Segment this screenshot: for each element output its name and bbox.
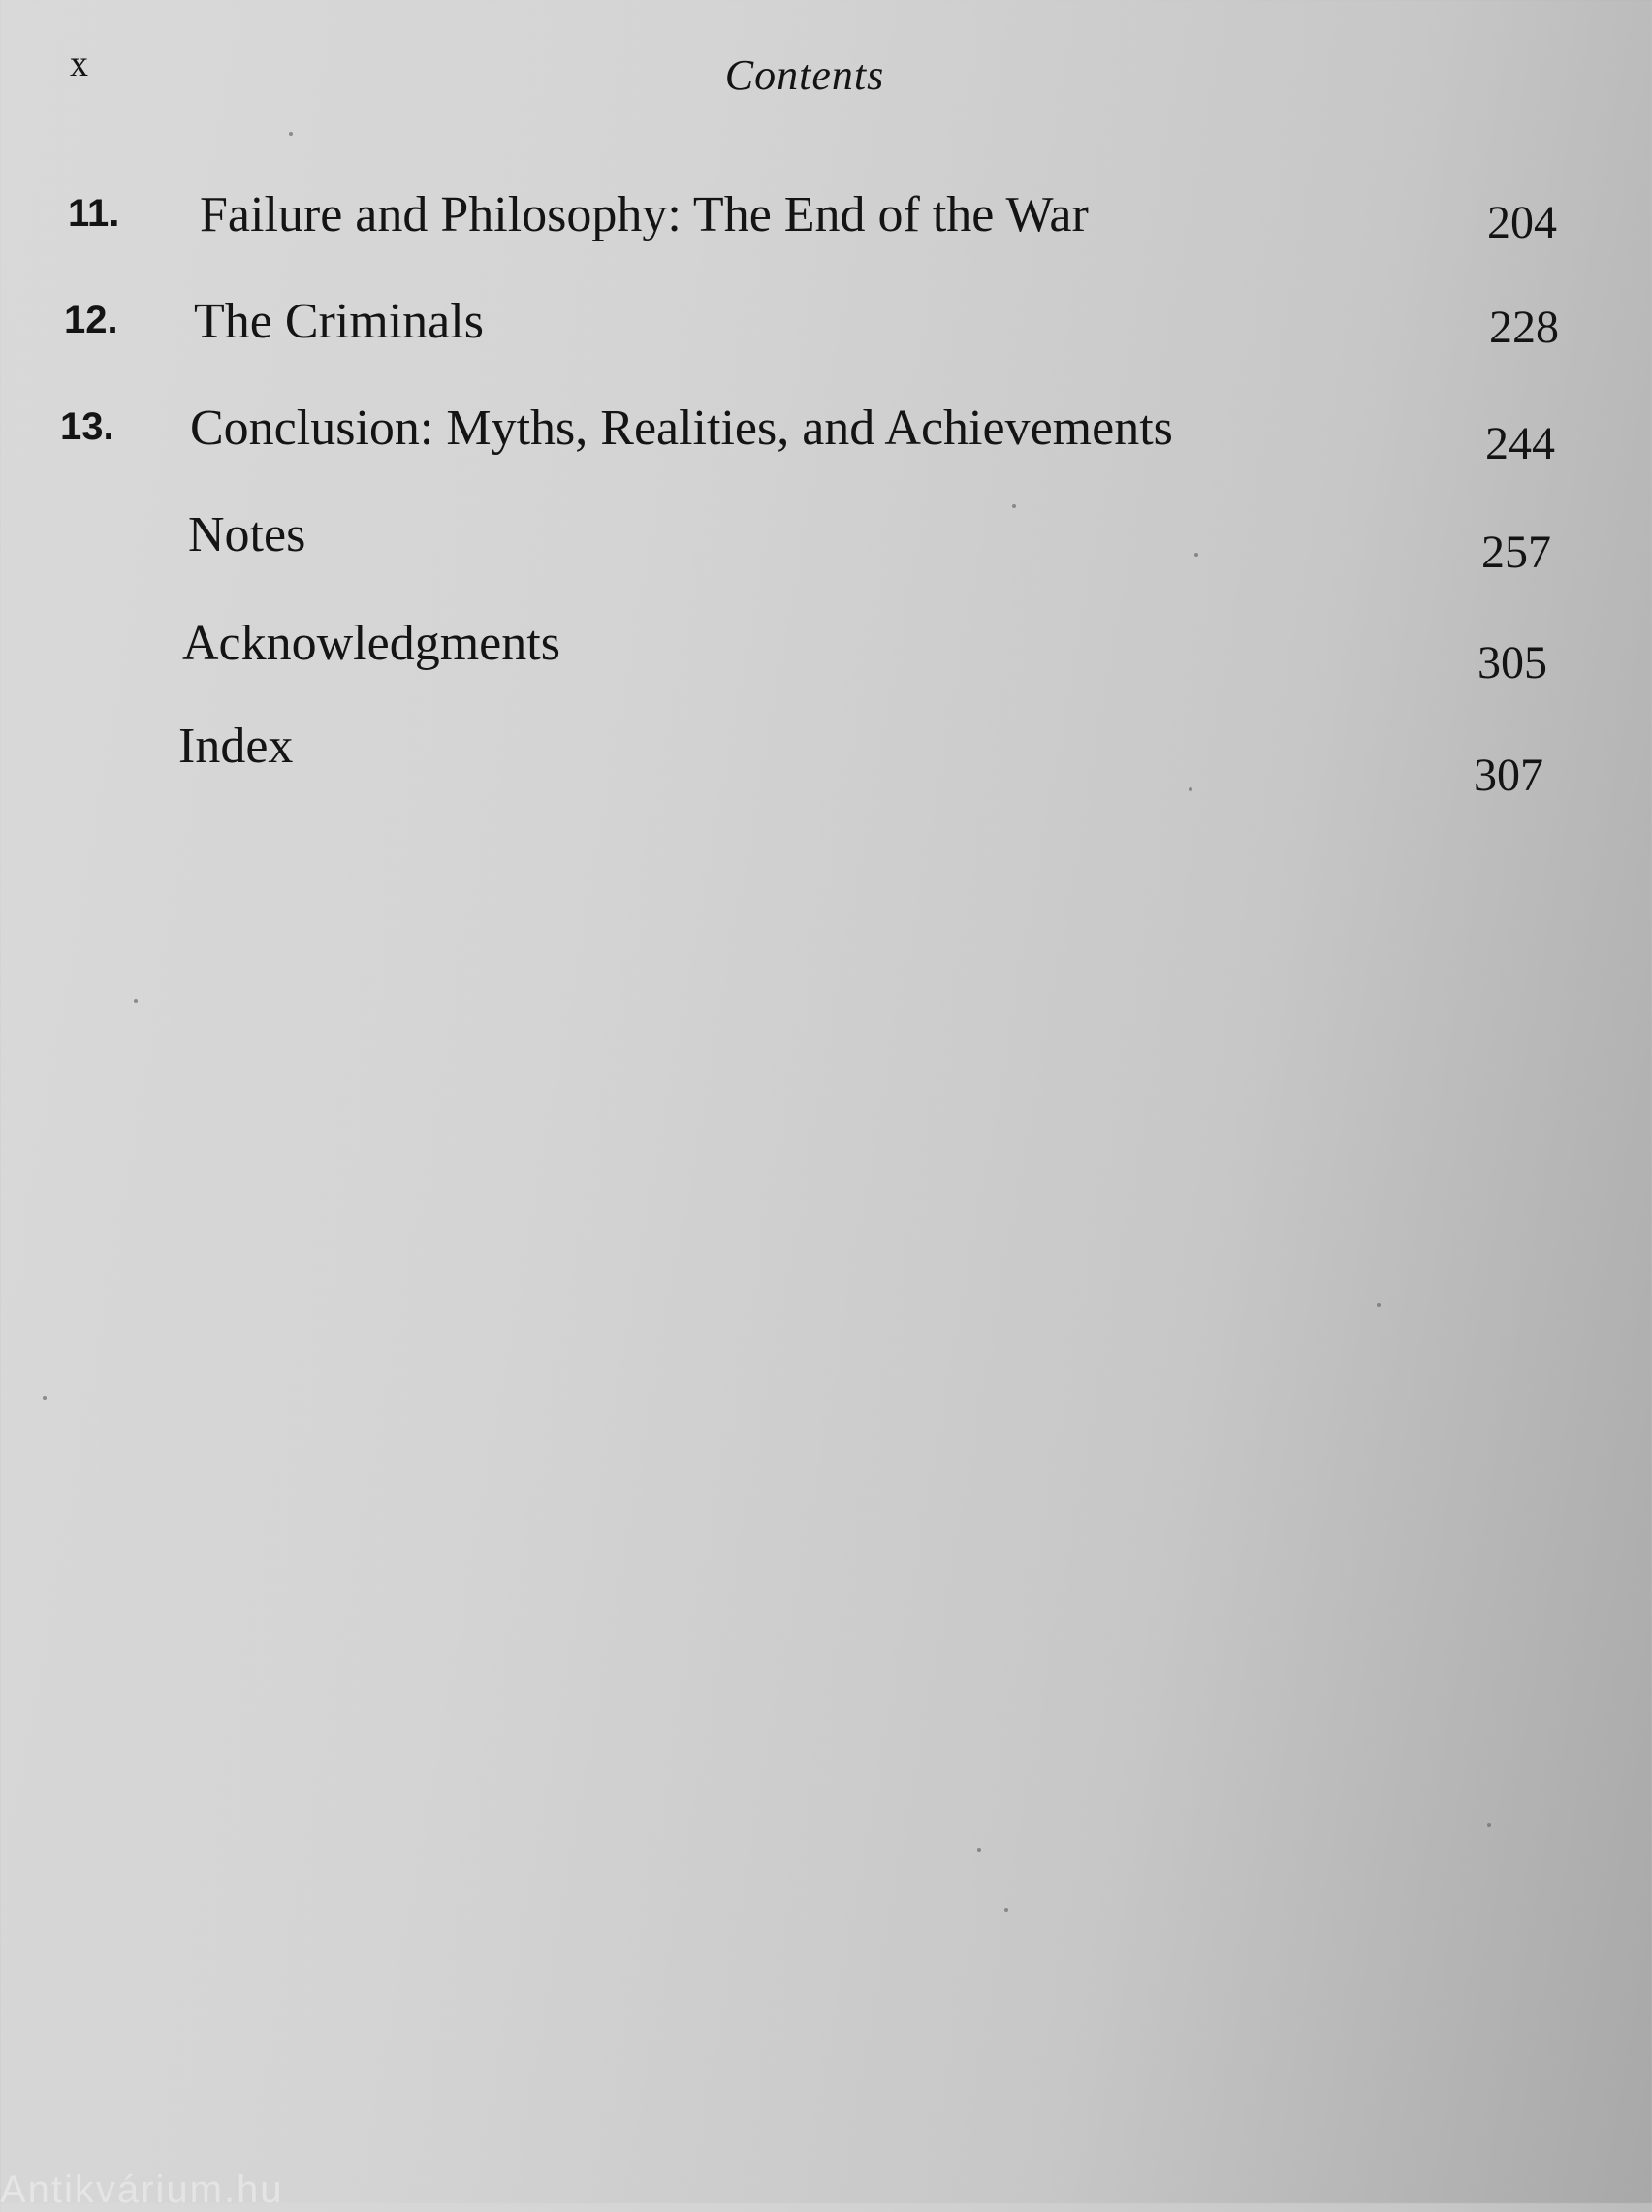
watermark-text: Antikvárium.hu [0, 2168, 284, 2211]
paper-speck [1194, 553, 1198, 557]
entry-page-number: 257 [1481, 527, 1551, 578]
entry-page-number: 307 [1474, 750, 1543, 801]
entry-page-number: 305 [1477, 637, 1547, 689]
entry-title: Index [178, 719, 294, 774]
toc-entry-notes [0, 506, 1652, 584]
toc-entry-13 [0, 400, 1652, 477]
entry-number: 11. [68, 192, 120, 235]
paper-speck [1012, 504, 1016, 508]
entry-title: Acknowledgments [182, 616, 560, 671]
paper-speck [1377, 1303, 1381, 1307]
entry-number: 12. [64, 299, 118, 341]
paper-speck [1487, 1823, 1491, 1827]
entry-number: 13. [60, 405, 114, 448]
page-folio: x [70, 44, 88, 84]
entry-title: Notes [188, 507, 306, 562]
entry-page-number: 228 [1489, 302, 1559, 353]
paper-speck [134, 999, 138, 1003]
running-head: Contents [724, 51, 885, 99]
paper-speck [1004, 1908, 1008, 1912]
toc-entry-acknowledgments [0, 615, 1652, 692]
paper-speck [977, 1848, 981, 1852]
entry-page-number: 204 [1487, 197, 1557, 248]
paper-speck [43, 1396, 47, 1400]
paper-speck [1189, 787, 1192, 791]
paper-speck [289, 132, 293, 136]
toc-entry-11 [0, 186, 1652, 264]
entry-title: Conclusion: Myths, Realities, and Achievements [190, 401, 1173, 456]
entry-title: Failure and Philosophy: The End of the War [200, 187, 1089, 242]
toc-entry-12 [0, 293, 1652, 370]
entry-title: The Criminals [194, 294, 484, 349]
entry-page-number: 244 [1485, 418, 1555, 469]
toc-entry-index [0, 718, 1652, 801]
